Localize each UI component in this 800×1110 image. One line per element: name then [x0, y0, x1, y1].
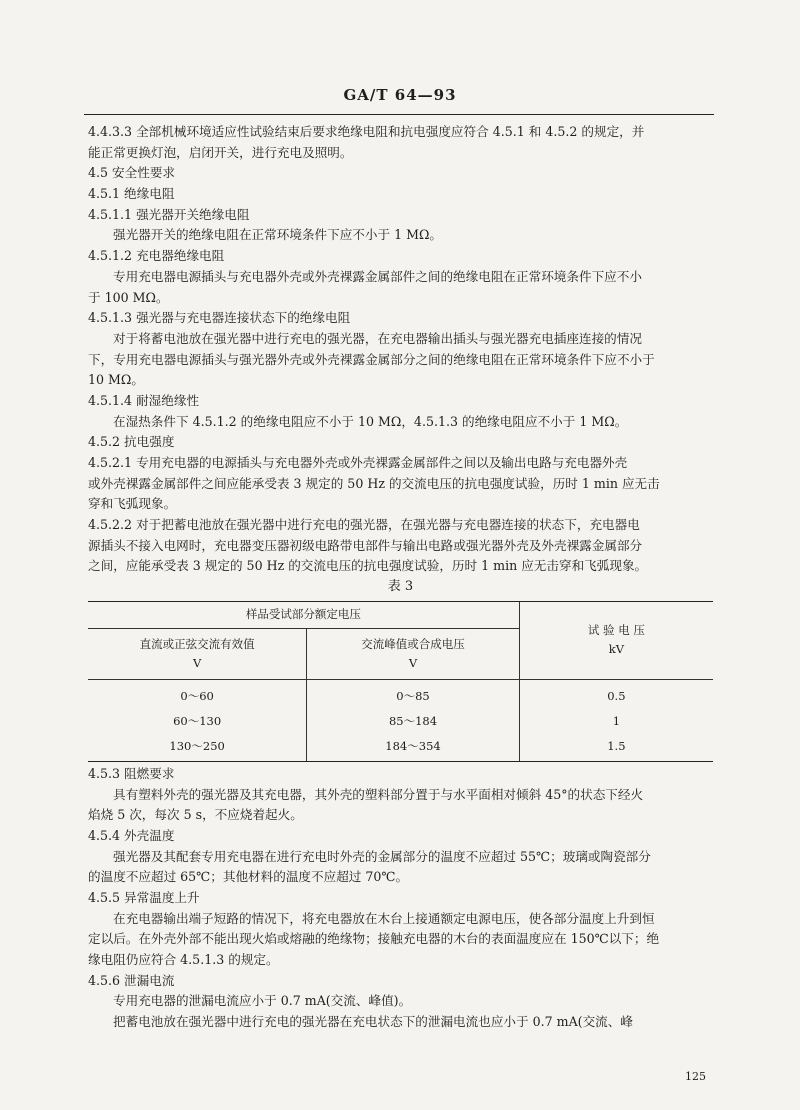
text-line: 4.5.2.1 专用充电器的电源插头与充电器外壳或外壳裸露金属部件之间以及输出电路与充电器外壳 — [88, 455, 628, 470]
standard-number-header: GA/T 64—93 — [343, 86, 457, 104]
text-line: 专用充电器电源插头与充电器外壳或外壳裸露金属部件之间的绝缘电阻在正常环境条件下应不小 — [113, 268, 642, 284]
table-row — [88, 734, 713, 762]
table-cell: 0～85 — [307, 679, 520, 709]
text-line: 定以后。在外壳外部不能出现火焰或熔融的绝缘物；接触充电器的木台的表面温度应在 150℃以下；绝 — [88, 931, 660, 947]
section-heading: 4.5.6 泄漏电流 — [88, 972, 175, 988]
table-cell: 1 — [519, 709, 713, 734]
text-line: 强光器及其配套专用充电器在进行充电时外壳的金属部分的温度不应超过 55℃；玻璃或陶瓷部分 — [113, 848, 651, 864]
text-line: 在湿热条件下 4.5.1.2 的绝缘电阻应不小于 10 MΩ，4.5.1.3 的绝缘电阻应不小于 1 MΩ。 — [113, 413, 628, 429]
text-line: 4.4.3.3 全部机械环境适应性试验结束后要求绝缘电阻和抗电强度应符合 4.5.1 和 4.5.2 的规定，并 — [88, 124, 645, 139]
text-line: 在充电器输出端子短路的情况下，将充电器放在木台上接通额定电源电压，使各部分温度上升到恒 — [113, 910, 655, 926]
table-cell: 184～354 — [307, 734, 520, 762]
text-line: 把蓄电池放在强光器中进行充电的强光器在充电状态下的泄漏电流也应小于 0.7 mA(交流、峰 — [113, 1014, 633, 1030]
table-cell: 130～250 — [88, 734, 307, 762]
text-line: 穿和飞弧现象。 — [88, 496, 177, 512]
text-line: 源插头不接入电网时，充电器变压器初级电路带电部件与输出电路或强光器外壳及外壳裸露金属部分 — [88, 537, 643, 553]
text-line: 4.5.2.2 对于把蓄电池放在强光器中进行充电的强光器，在强光器与充电器连接的状态下，充电器电 — [88, 517, 640, 533]
table-row — [88, 709, 713, 734]
text-line: 之间，应能承受表 3 规定的 50 Hz 的交流电压的抗电强度试验，历时 1 min 应无击穿和飞弧现象。 — [88, 558, 648, 574]
text-line: 对于将蓄电池放在强光器中进行充电的强光器，在充电器输出插头与强光器充电插座连接的情况 — [113, 330, 642, 346]
section-heading: 4.5.3 阻燃要求 — [88, 765, 175, 781]
section-heading: 4.5.2 抗电强度 — [88, 434, 175, 450]
text-line: 于 100 MΩ。 — [88, 289, 169, 305]
table-header-test-voltage: 试 验 电 压 kV — [519, 601, 713, 679]
table-caption: 表 3 — [387, 579, 414, 595]
text-line: 能正常更换灯泡，启闭开关，进行充电及照明。 — [88, 144, 353, 160]
text-line: 的温度不应超过 65℃；其他材料的温度不应超过 70℃。 — [88, 869, 409, 885]
text-line: 具有塑料外壳的强光器及其充电器，其外壳的塑料部分置于与水平面相对倾斜 45°的状态下经火 — [113, 786, 644, 802]
text-line: 下，专用充电器电源插头与强光器外壳或外壳裸露金属部分之间的绝缘电阻在正常环境条件下应不小于 — [88, 351, 655, 367]
table-cell: 0～60 — [180, 688, 214, 703]
test-voltage-table — [88, 601, 713, 762]
section-heading: 4.5.1.3 强光器与充电器连接状态下的绝缘电阻 — [88, 310, 351, 326]
section-heading: 4.5.1.1 强光器开关绝缘电阻 — [88, 206, 250, 222]
table-cell: 1.5 — [519, 734, 713, 762]
text-line: 或外壳裸露金属部件之间应能承受表 3 规定的 50 Hz 的交流电压的抗电强度试验，历时 1 min 应无击 — [88, 475, 660, 491]
text-line: 强光器开关的绝缘电阻在正常环境条件下应不小于 1 MΩ。 — [113, 227, 443, 243]
table-header-dc-ac-rms: 直流或正弦交流有效值 V — [88, 628, 307, 679]
table-row — [88, 679, 713, 709]
table-cell: 0.5 — [519, 679, 713, 709]
text-line: 缘电阻仍应符合 4.5.1.3 的规定。 — [88, 952, 279, 967]
text-line: 10 MΩ。 — [88, 372, 144, 388]
section-heading: 4.5.5 异常温度上升 — [88, 889, 200, 905]
text-line: 专用充电器的泄漏电流应小于 0.7 mA(交流、峰值)。 — [113, 993, 412, 1009]
table-group-header: 样品受试部分额定电压 — [88, 601, 519, 628]
table-cell: 85～184 — [307, 709, 520, 734]
section-heading: 4.5.4 外壳温度 — [88, 827, 175, 843]
section-heading: 4.5.1.4 耐湿绝缘性 — [88, 392, 200, 408]
section-heading: 4.5 安全性要求 — [88, 165, 176, 181]
header-rule — [84, 114, 714, 115]
document-body — [88, 122, 713, 1033]
section-heading: 4.5.1 绝缘电阻 — [88, 186, 175, 202]
page-number: 125 — [685, 1070, 706, 1083]
section-heading: 4.5.1.2 充电器绝缘电阻 — [88, 248, 225, 264]
table-header-ac-peak: 交流峰值或合成电压 V — [307, 628, 520, 679]
table-cell: 60～130 — [173, 713, 222, 728]
text-line: 焰烧 5 次，每次 5 s，不应烧着起火。 — [88, 807, 303, 823]
